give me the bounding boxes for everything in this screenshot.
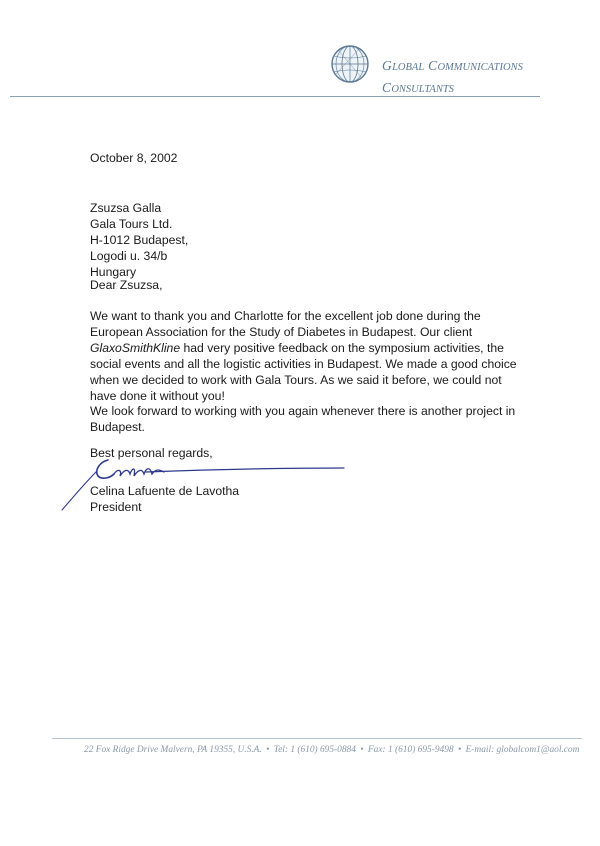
client-name: GlaxoSmithKline bbox=[90, 341, 181, 355]
paragraph-line: European Association for the Study of Diabetes in Budapest. Our client bbox=[90, 325, 473, 339]
address-line: Logodi u. 34/b bbox=[90, 249, 168, 263]
paragraph-line: when we decided to work with Gala Tours. As we said it before, we could not bbox=[90, 373, 502, 387]
body-paragraph-2 bbox=[90, 403, 570, 435]
company-initial: C bbox=[428, 58, 438, 73]
company-initial: C bbox=[382, 80, 392, 95]
footer-tel: Tel: 1 (610) 695-0884 bbox=[273, 745, 356, 755]
footer-separator: • bbox=[266, 745, 270, 755]
company-word: ONSULTANTS bbox=[391, 84, 454, 95]
address-line: Hungary bbox=[90, 265, 137, 279]
footer-fax: Fax: 1 (610) 695-9498 bbox=[367, 745, 454, 755]
address-line: Zsuzsa Galla bbox=[90, 201, 162, 215]
paragraph-line: We want to thank you and Charlotte for the excellent job done during the bbox=[90, 309, 481, 323]
signer-title: President bbox=[90, 500, 142, 514]
company-initial: G bbox=[382, 58, 393, 73]
globe-icon bbox=[330, 44, 370, 84]
salutation: Dear Zsuzsa, bbox=[90, 278, 163, 292]
company-word: OMMUNICATIONS bbox=[437, 62, 523, 73]
address-line: H-1012 Budapest, bbox=[90, 233, 189, 247]
company-word: LOBAL bbox=[392, 62, 425, 73]
signer-block bbox=[90, 483, 570, 515]
address-line: Gala Tours Ltd. bbox=[90, 217, 173, 231]
paragraph-line bbox=[90, 340, 570, 356]
company-name bbox=[382, 56, 523, 100]
paragraph-line: have done it without you! bbox=[90, 389, 225, 403]
letter-date: October 8, 2002 bbox=[90, 151, 178, 165]
recipient-address bbox=[90, 200, 570, 280]
footer-email: E-mail: globalcom1@aol.com bbox=[465, 745, 580, 755]
footer-separator: • bbox=[360, 745, 364, 755]
paragraph-line: We look forward to working with you again whenever there is another project in bbox=[90, 404, 516, 418]
footer-contact bbox=[84, 745, 594, 755]
closing: Best personal regards, bbox=[90, 446, 213, 460]
letterhead bbox=[0, 0, 600, 105]
footer-address: 22 Fox Ridge Drive Malvern, PA 19355, U.S.A. bbox=[84, 745, 262, 755]
paragraph-line: social events and all the logistic activities in Budapest. We made a good choice bbox=[90, 357, 517, 371]
body-paragraph-1 bbox=[90, 308, 570, 404]
letterhead-divider bbox=[10, 96, 540, 97]
paragraph-line: Budapest. bbox=[90, 420, 145, 434]
footer-divider bbox=[52, 738, 582, 739]
signer-name: Celina Lafuente de Lavotha bbox=[90, 484, 240, 498]
footer-separator: • bbox=[457, 745, 462, 755]
company-name-line1 bbox=[382, 56, 523, 78]
paragraph-text: had very positive feedback on the symposium activities, the bbox=[180, 341, 504, 355]
